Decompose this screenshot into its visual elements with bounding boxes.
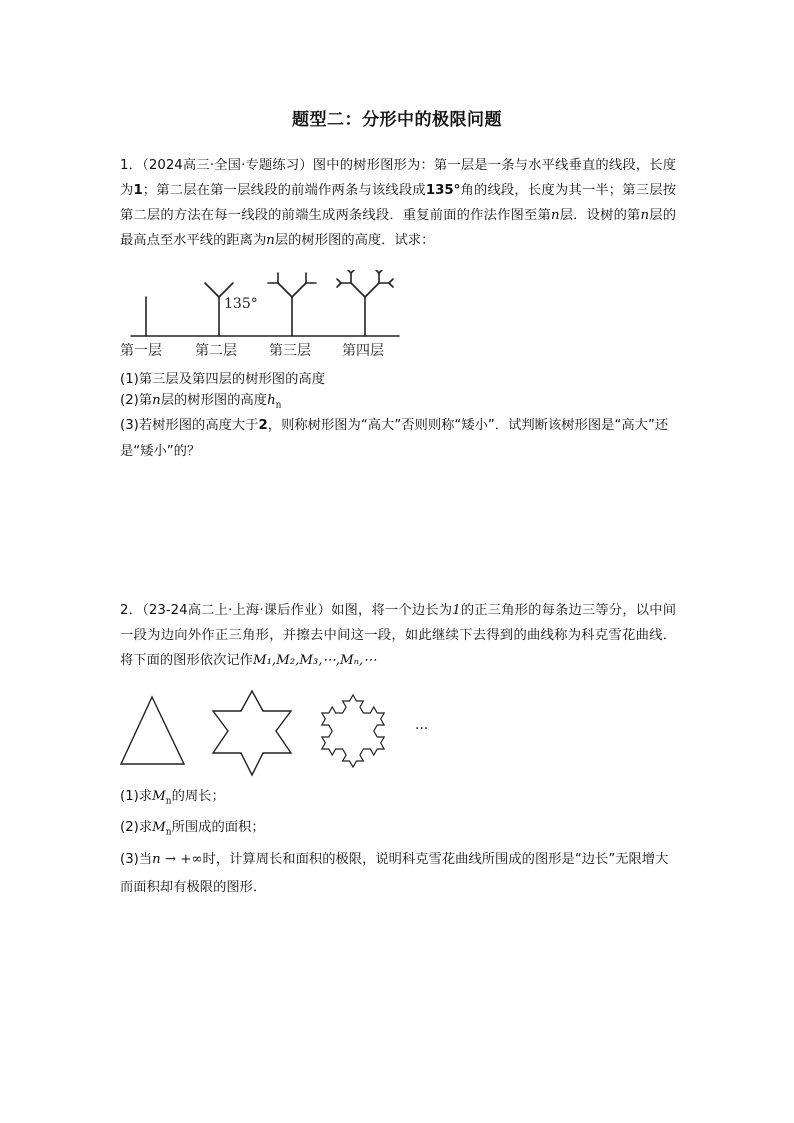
koch-m3-outline	[322, 695, 384, 767]
q2-sub-question-2: (2)求$M_n$所围成的面积；	[120, 820, 265, 838]
question-number: 2．	[120, 603, 143, 618]
koch-m2-star	[213, 691, 291, 775]
q2-sub-question-1: (1)求$M_n$的周长；	[120, 789, 225, 807]
q1-sub-question-1: (1)第三层及第四层的树形图的高度	[120, 372, 325, 387]
sequence-notation: M₁,M₂,M₃,⋯,Mₙ,⋯	[252, 653, 377, 668]
angle-label: 135°	[224, 296, 258, 312]
question-source: （2024高三·全国·专题练习）	[142, 158, 313, 173]
layer-label-3: 第三层	[269, 343, 311, 359]
tree-layer-4	[337, 270, 393, 336]
koch-m3-snowflake	[322, 695, 384, 767]
layer-label-4: 第四层	[342, 343, 384, 359]
koch-snowflake-figure	[115, 685, 445, 785]
question-2-text: 2．（23-24高二上·上海·课后作业）如图，将一个边长为1的正三角形的每条边三等分，以中间一段为边向外作正三角形，并擦去中间这一段，如此继续下去得到的曲线称为科克雪花曲线．将下面的图形依次记作M₁,M₂,M₃,⋯,Mₙ,⋯	[120, 603, 677, 668]
question-1-text: 1．（2024高三·全国·专题练习）图中的树形图形为：第一层是一条与水平线垂直的线段，长度为1；第二层在第一层线段的前端作两条与该线段成135°角的线段，长度为其一半；第三层按第二层的方法在每一线段的前端生成两条线段．重复前面的作法作图至第n层．设树的第n层的最高点至水平线的距离为n层的树形图的高度．试求：	[120, 158, 677, 248]
tree-layer-3	[268, 273, 316, 336]
page-title: 题型二：分形中的极限问题	[292, 110, 502, 130]
koch-m1-triangle	[121, 697, 184, 764]
ellipsis-text: ···	[415, 721, 429, 737]
layer-label-1: 第一层	[120, 343, 162, 359]
layer-label-2: 第二层	[195, 343, 237, 359]
q1-sub-question-3: (3)若树形图的高度大于2，则称树形图为“高大”否则则称“矮小”．试判断该树形图是“高大”还是“矮小”的？	[120, 418, 669, 459]
question-number: 1．	[120, 158, 143, 173]
q2-sub-question-3: (3)当n → +∞时，计算周长和面积的极限，说明科克雪花曲线所围成的图形是“边长”无限增大而面积却有极限的图形．	[120, 852, 669, 895]
q1-sub-question-2: (2)第n层的树形图的高度$h_n$	[120, 393, 282, 411]
tree-fractal-figure	[115, 270, 405, 365]
question-source: （23-24高二上·上海·课后作业）	[142, 603, 332, 618]
